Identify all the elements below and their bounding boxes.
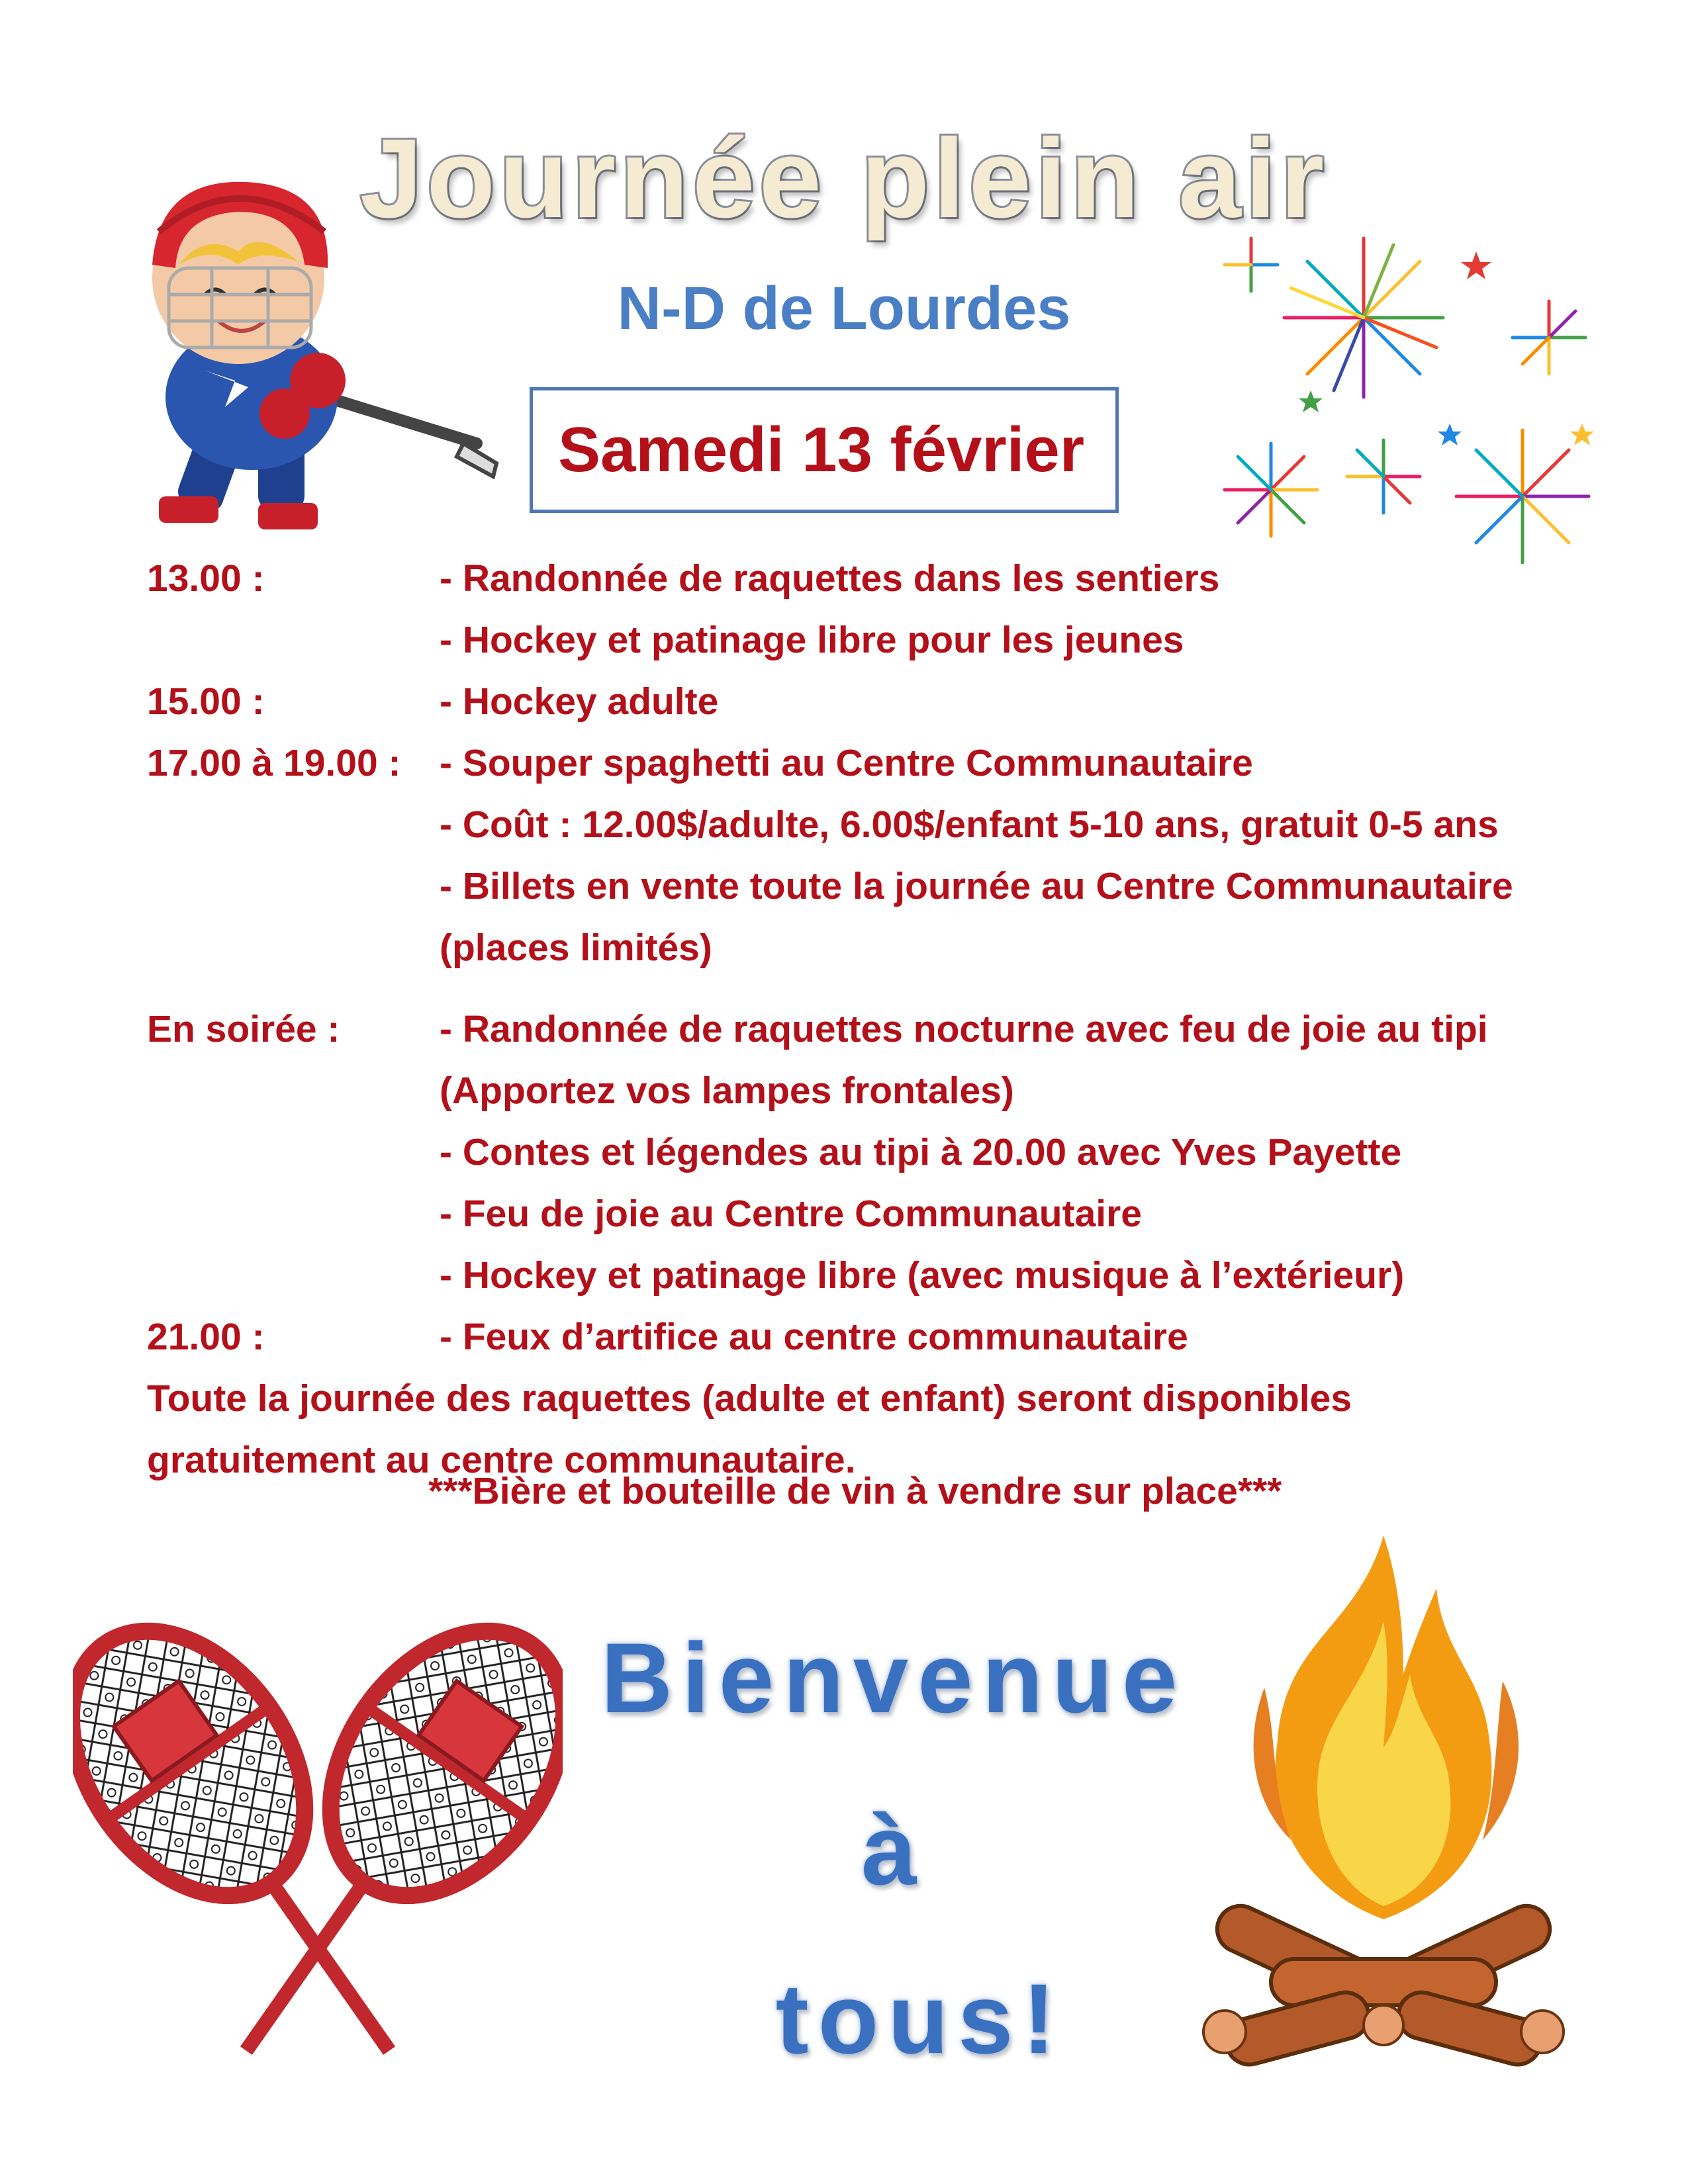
schedule-desc: - Randonnée de raquettes nocturne avec feu de joie au tipi <box>440 1008 1488 1050</box>
campfire-icon <box>1185 1522 1582 2071</box>
schedule-row <box>147 1183 1577 1245</box>
page-title: Journée plein air <box>359 116 1329 242</box>
snowshoe-note-line1: Toute la journée des raquettes (adulte et enfant) seront disponibles <box>147 1377 1352 1420</box>
schedule-row <box>147 1306 1577 1368</box>
schedule-desc: - Contes et légendes au tipi à 20.00 avec Yves Payette <box>440 1131 1402 1173</box>
welcome-line1: Bienvenue <box>600 1622 1187 1733</box>
schedule-row <box>147 610 1577 671</box>
hockey-player-icon <box>106 152 503 543</box>
schedule-time: 15.00 : <box>147 680 265 723</box>
schedule-desc: - Billets en vente toute la journée au Centre Communautaire <box>440 865 1513 907</box>
schedule-time: 13.00 : <box>147 557 265 600</box>
schedule-row <box>147 794 1577 856</box>
schedule-desc: - Hockey et patinage libre (avec musique à l’extérieur) <box>440 1254 1405 1297</box>
beer-wine-note: ***Bière et bouteille de vin à vendre sur place*** <box>428 1470 1282 1512</box>
schedule-desc: - Feu de joie au Centre Communautaire <box>440 1193 1143 1235</box>
welcome-line2: à <box>861 1794 926 1905</box>
schedule-desc: (Apportez vos lampes frontales) <box>440 1069 1014 1112</box>
schedule-time: 21.00 : <box>147 1316 265 1358</box>
schedule-row <box>147 999 1577 1060</box>
schedule-row <box>147 1245 1577 1306</box>
schedule-row <box>147 548 1577 610</box>
schedule-row <box>147 917 1577 999</box>
welcome-line3: tous! <box>775 1963 1065 2074</box>
schedule-row <box>147 1122 1577 1183</box>
schedule-desc: (places limités) <box>440 927 712 969</box>
schedule-desc: - Souper spaghetti au Centre Communautaire <box>440 742 1253 784</box>
schedule-time: En soirée : <box>147 1008 340 1050</box>
schedule-desc: - Hockey adulte <box>440 680 719 723</box>
schedule-desc: - Feux d’artifice au centre communautaire <box>440 1316 1188 1358</box>
snowshoe-note-line2: gratuitement au centre communautaire. <box>147 1439 856 1481</box>
snowshoes-icon <box>73 1588 563 2105</box>
schedule-desc: - Coût : 12.00$/adulte, 6.00$/enfant 5-10 ans, gratuit 0-5 ans <box>440 803 1499 846</box>
event-date-box <box>530 387 1119 513</box>
schedule <box>147 548 1577 1491</box>
schedule-row <box>147 1060 1577 1122</box>
event-date: Samedi 13 février <box>558 414 1085 485</box>
schedule-row <box>147 856 1577 917</box>
schedule-desc: - Randonnée de raquettes dans les sentiers <box>440 557 1220 600</box>
fireworks-icon <box>1211 225 1622 596</box>
schedule-row <box>147 733 1577 794</box>
schedule-desc: - Hockey et patinage libre pour les jeunes <box>440 619 1184 661</box>
schedule-row <box>147 671 1577 733</box>
parish-name: N-D de Lourdes <box>617 275 1071 342</box>
schedule-time: 17.00 à 19.00 : <box>147 742 401 784</box>
